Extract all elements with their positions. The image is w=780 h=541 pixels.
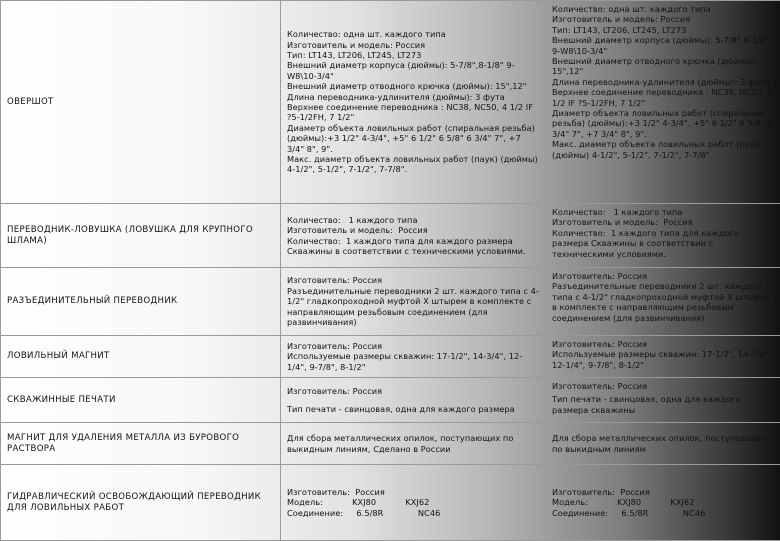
- table-row-impression-blocks: [1, 378, 780, 423]
- item-name: ГИДРАВЛИЧЕСКИЙ ОСВОБОЖДАЮЩИЙ ПЕРЕВОДНИК ДЛЯ ЛОВИЛЬНЫХ РАБОТ: [1, 465, 281, 541]
- item-name: РАЗЪЕДИНИТЕЛЬНЫЙ ПЕРЕВОДНИК: [1, 268, 281, 336]
- spec-cell-secondary: Изготовитель: Россия Модель: KXJ80 KXJ62 Соединение: 6.5/8R NC46: [546, 465, 780, 541]
- table-row-junk-sub: [1, 204, 780, 268]
- item-name: МАГНИТ ДЛЯ УДАЛЕНИЯ МЕТАЛЛА ИЗ БУРОВОГО РАСТВОРА: [1, 423, 281, 465]
- spec-cell-primary: Изготовитель: Россия Используемые размеры скважин: 17-1/2", 14-3/4", 12-1/4", 9-7/8", 8-1/2": [281, 336, 546, 378]
- spec-cell-secondary: Для сбора металлических опилок, поступающих по выкидным линиям: [546, 423, 780, 465]
- spec-cell-primary: Количество: одна шт. каждого типа Изготовитель и модель: Россия Тип: LT143, LT206, LT245, LT273 Внешний диаметр корпуса (дюймы): 5-7/8",8-1/8" 9-W8\10-3/4" Внешний диаметр отводного крючка (дюймы): 15",12" Длина переводника-удлинителя (дюймы): 3 фута Верхнее соединение переводника : NC38, NC50, 4 1/2 IF ?5-1/2FH, 7 1/2" Диаметр объекта ловильных работ (спиральная резьба) (дюймы):+3 1/2" 4-3/4", +5" 6 1/2" 6 5/8" 6 3/4" 7", +7 3/4" 8", 9". Макс. диаметр объекта ловильных работ (паук) (дюймы) 4-1/2", 5-1/2", 7-1/2", 7-7/8".: [281, 1, 546, 204]
- spec-cell-secondary: Количество: одна шт. каждого типа Изготовитель и модель: Россия Тип: LT143, LT206, LT245, LT273 Внешний диаметр корпуса (дюймы): 5-7/8",8-1/8" 9-W8\10-3/4" Внешний диаметр отводного крючка (дюймы): 15",12" Длина переводника-удлинителя (дюймы): 3 фута Верхнее соединение переводника : NC38, NC50, 4 1/2 IF ?5-1/2FH, 7 1/2" Диаметр объекта ловильных работ (спиральная резьба) (дюймы):+3 1/2" 4-3/4", +5" 6 1/2" 6 5/8" 6 3/4" 7", +7 3/4" 8", 9". Макс. диаметр объекта ловильных работ (паук) (дюймы) 4-1/2", 5-1/2", 7-1/2", 7-7/8".: [546, 1, 780, 204]
- spec-cell-secondary: Количество: 1 каждого типа Изготовитель и модель: Россия Количество: 1 каждого типа для каждого размера Скважины в соответствии с техническими условиями.: [546, 204, 780, 268]
- spec-cell-secondary: Изготовитель: Россия Тип печати - свинцовая, одна для каждого размера скважины: [546, 378, 780, 423]
- spec-cell-secondary: Изготовитель: Россия Разъединительные переводники 2 шт. каждого типа с 4-1/2" гладкопроходной муфтой X штырем в комплекте с направляющим резьбовым соединением (для развинчивания): [546, 268, 780, 336]
- item-name: ПЕРЕВОДНИК-ЛОВУШКА (ЛОВУШКА ДЛЯ КРУПНОГО ШЛАМА): [1, 204, 281, 268]
- item-name: ОВЕРШОТ: [1, 1, 281, 204]
- item-name: СКВАЖИННЫЕ ПЕЧАТИ: [1, 378, 281, 423]
- table-row-overshot: [1, 1, 780, 204]
- table-row-safety-joint: [1, 268, 780, 336]
- spec-cell-primary: Изготовитель: Россия Модель: KXJ80 KXJ62 Соединение: 6.5/8R NC46: [281, 465, 546, 541]
- table-row-fishing-magnet: [1, 336, 780, 378]
- table-row-ditch-magnet: [1, 423, 780, 465]
- item-name: ЛОВИЛЬНЫЙ МАГНИТ: [1, 336, 281, 378]
- spec-cell-primary: Количество: 1 каждого типа Изготовитель и модель: Россия Количество: 1 каждого типа для каждого размера Скважины в соответствии с техническими условиями.: [281, 204, 546, 268]
- spec-cell-primary: Для сбора металлических опилок, поступающих по выкидным линиям, Сделано в России: [281, 423, 546, 465]
- spec-cell-primary: Изготовитель: Россия Разъединительные переводники 2 шт. каждого типа с 4-1/2" гладкопроходной муфтой X штырем в комплекте с направляющим резьбовым соединением (для развинчивания): [281, 268, 546, 336]
- table-row-hydraulic-release-sub: [1, 465, 780, 541]
- spec-cell-secondary: Изготовитель: Россия Используемые размеры скважин: 17-1/2", 14-3/4", 12-1/4", 9-7/8", 8-1/2": [546, 336, 780, 378]
- spec-cell-primary: Изготовитель: Россия Тип печати - свинцовая, одна для каждого размера: [281, 378, 546, 423]
